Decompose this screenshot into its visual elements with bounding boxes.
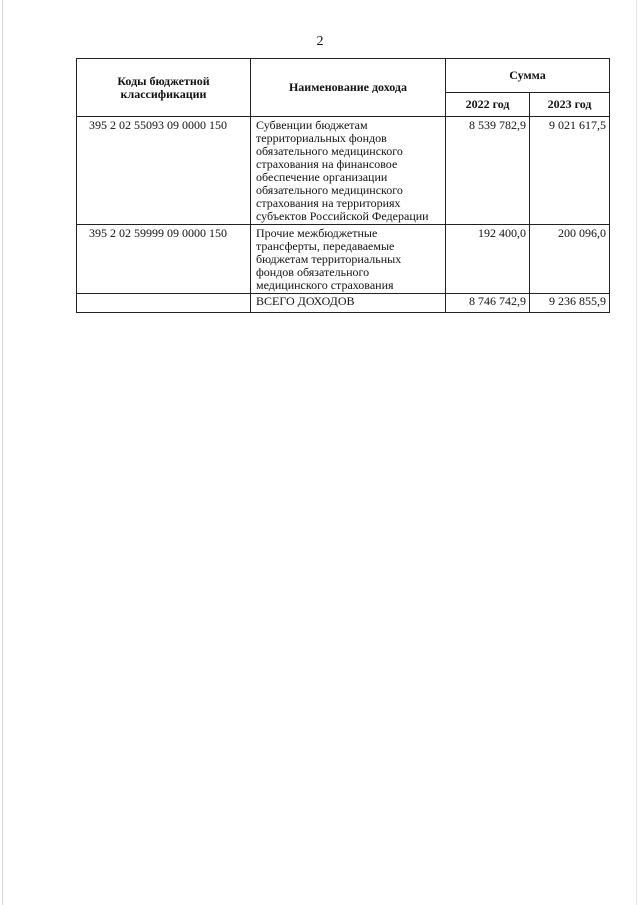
header-codes: Коды бюджетной классификации <box>77 59 251 117</box>
total-code-empty <box>77 294 251 313</box>
scan-edge-left <box>2 0 3 905</box>
revenue-name: Субвенции бюджетам территориальных фондов обязательного медицинского страхования на финансовое обеспечение организации обязательного медицинского страхования на территориях субъектов Российской Федерации <box>251 117 446 225</box>
total-2022: 8 746 742,9 <box>446 294 530 313</box>
header-row <box>77 59 610 93</box>
revenue-table <box>76 58 610 313</box>
budget-code: 395 2 02 55093 09 0000 150 <box>77 117 251 225</box>
header-year-2022: 2022 год <box>446 93 530 117</box>
amount-2023: 9 021 617,5 <box>530 117 610 225</box>
amount-2023: 200 096,0 <box>530 225 610 294</box>
header-sum: Сумма <box>446 59 610 93</box>
total-label: ВСЕГО ДОХОДОВ <box>251 294 446 313</box>
table-row <box>77 117 610 225</box>
total-2023: 9 236 855,9 <box>530 294 610 313</box>
total-row <box>77 294 610 313</box>
amount-2022: 192 400,0 <box>446 225 530 294</box>
header-year-2023: 2023 год <box>530 93 610 117</box>
table-row <box>77 225 610 294</box>
scan-edge-right <box>636 0 637 905</box>
budget-code: 395 2 02 59999 09 0000 150 <box>77 225 251 294</box>
header-name: Наименование дохода <box>251 59 446 117</box>
amount-2022: 8 539 782,9 <box>446 117 530 225</box>
revenue-name: Прочие межбюджетные трансферты, передаваемые бюджетам территориальных фондов обязательного медицинского страхования <box>251 225 446 294</box>
page-number: 2 <box>316 34 324 49</box>
